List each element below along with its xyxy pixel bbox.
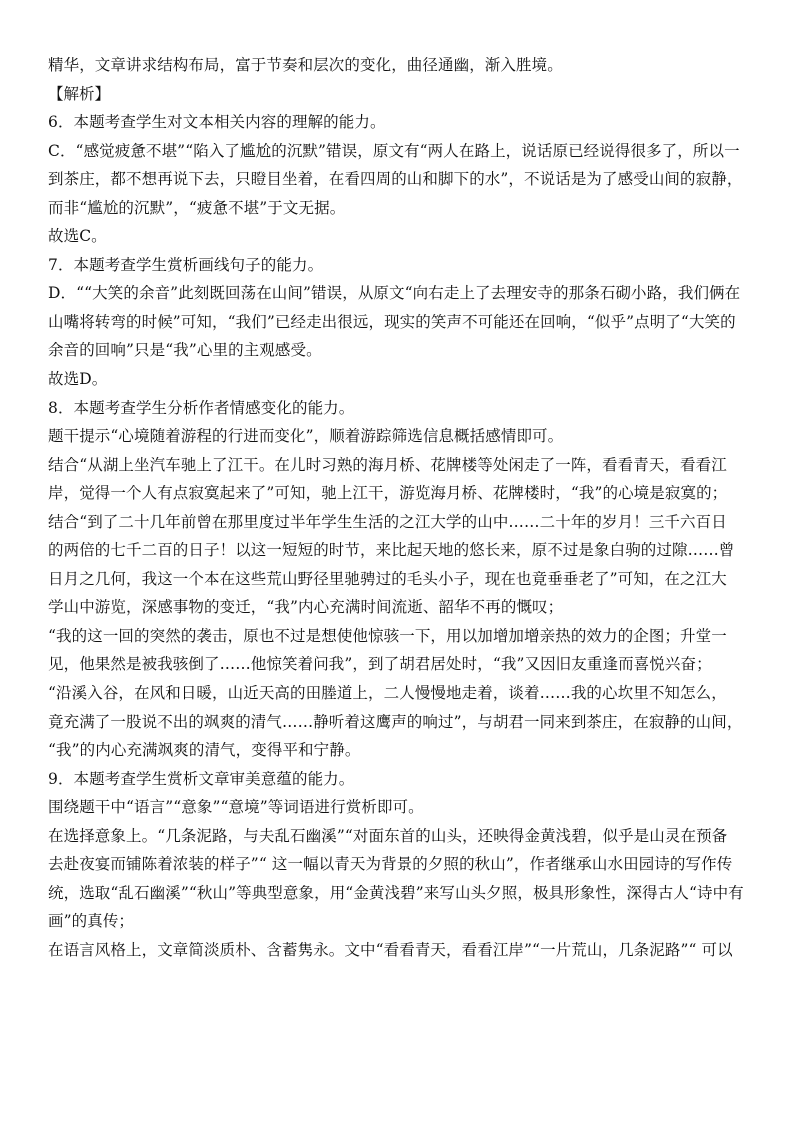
question-9-heading: 9．本题考查学生赏析文章审美意蕴的能力。: [48, 769, 355, 788]
answer-line: 故选C。: [48, 227, 107, 246]
paragraph-line: 学山中游览，深感事物的变迁，“我”内心充满时间流逝、韶华不再的慨叹；: [48, 598, 564, 617]
paragraph-line: 岸，觉得一个人有点寂寞起来了”可知，驰上江干，游览海月桥、花牌楼时，“我”的心境是寂寞的；: [48, 484, 728, 503]
paragraph-line: 而非“尴尬的沉默”，“疲惫不堪”于文无据。: [48, 198, 346, 217]
paragraph-line: D．““大笑的余音”此刻既回荡在山间”错误，从原文“向右走上了去理安寺的那条石砌小路，我们俩在: [48, 284, 741, 303]
paragraph-line: C．“感觉疲惫不堪”“陷入了尴尬的沉默”错误，原文有“两人在路上，说话原已经说得很多了，所以一: [48, 141, 740, 160]
paragraph-line: 统，选取“乱石幽溪”“秋山”等典型意象，用“金黄浅碧”来写山头夕照，极具形象性，深得古人“诗中有: [48, 883, 744, 902]
paragraph-line: “我的这一回的突然的袭击，原也不过是想使他惊骇一下，用以加增加增亲热的效力的企图；升堂一: [48, 626, 727, 645]
paragraph-line: 山嘴将转弯的时候”可知，“我们”已经走出很远，现实的笑声不可能还在回响，“似乎”点明了“大笑的: [48, 312, 736, 331]
paragraph-line: 在选择意象上。“几条泥路，与夫乱石幽溪”“对面东首的山头，还映得金黄浅碧，似乎是山灵在预备: [48, 826, 728, 845]
paragraph-line: 在语言风格上，文章简淡质朴、含蓄隽永。文中“看看青天，看看江岸”“一片荒山，几条泥路”“ 可以: [48, 940, 733, 959]
paragraph-line: “我”的内心充满飒爽的清气，变得平和宁静。: [48, 741, 361, 760]
document-body: [48, 51, 773, 965]
question-8-heading: 8．本题考查学生分析作者情感变化的能力。: [48, 398, 355, 417]
question-7-heading: 7．本题考查学生赏析画线句子的能力。: [48, 255, 324, 274]
paragraph-line: 题干提示“心境随着游程的行进而变化”，顺着游踪筛选信息概括感情即可。: [48, 427, 564, 446]
paragraph-line: 围绕题干中“语言”“意象”“意境”等词语进行赏析即可。: [48, 798, 424, 817]
paragraph-line: 去赴夜宴而铺陈着浓装的样子”“ 这一幅以青天为背景的夕照的秋山”，作者继承山水田园诗的写作传: [48, 855, 733, 874]
paragraph-line: “沿溪入谷，在风和日暖，山近天高的田塍道上，二人慢慢地走着，谈着……我的心坎里不知怎么，: [48, 684, 727, 703]
question-6-heading: 6．本题考查学生对文本相关内容的理解的能力。: [48, 113, 386, 132]
paragraph-line: 余音的回响”只是“我”心里的主观感受。: [48, 341, 322, 360]
paragraph-line: 结合“从湖上坐汽车驰上了江干。在儿时习熟的海月桥、花牌楼等处闲走了一阵，看看青天，看看江: [48, 455, 727, 474]
paragraph-line: 画”的真传；: [48, 912, 135, 931]
paragraph-line: 的两倍的七千二百的日子！以这一短短的时节，来比起天地的悠长来，原不过是象白驹的过隙……曾: [48, 541, 735, 560]
paragraph-line: 日月之几何，我这一个本在这些荒山野径里驰骋过的毛头小子，现在也竟垂垂老了”可知，在之江大: [48, 569, 727, 588]
paragraph-line: 精华，文章讲求结构布局，富于节奏和层次的变化，曲径通幽，渐入胜境。: [48, 56, 563, 74]
paragraph-line: 竟充满了一股说不出的飒爽的清气……静听着这鹰声的响过”，与胡君一同来到茶庄，在寂静的山间，: [48, 712, 743, 731]
paragraph-line: 到茶庄，都不想再说下去，只瞪目坐着，在看四周的山和脚下的水”，不说话是为了感受山间的寂静，: [48, 170, 743, 189]
answer-line: 故选D。: [48, 370, 108, 389]
paragraph-line: 结合“到了二十几年前曾在那里度过半年学生生活的之江大学的山中……二十年的岁月！三千六百日: [48, 512, 727, 531]
paragraph-line: 见，他果然是被我骇倒了……他惊笑着问我”，到了胡君居处时，“我”又因旧友重逢而喜悦兴奋；: [48, 655, 712, 674]
analysis-heading: 【解析】: [48, 84, 111, 103]
